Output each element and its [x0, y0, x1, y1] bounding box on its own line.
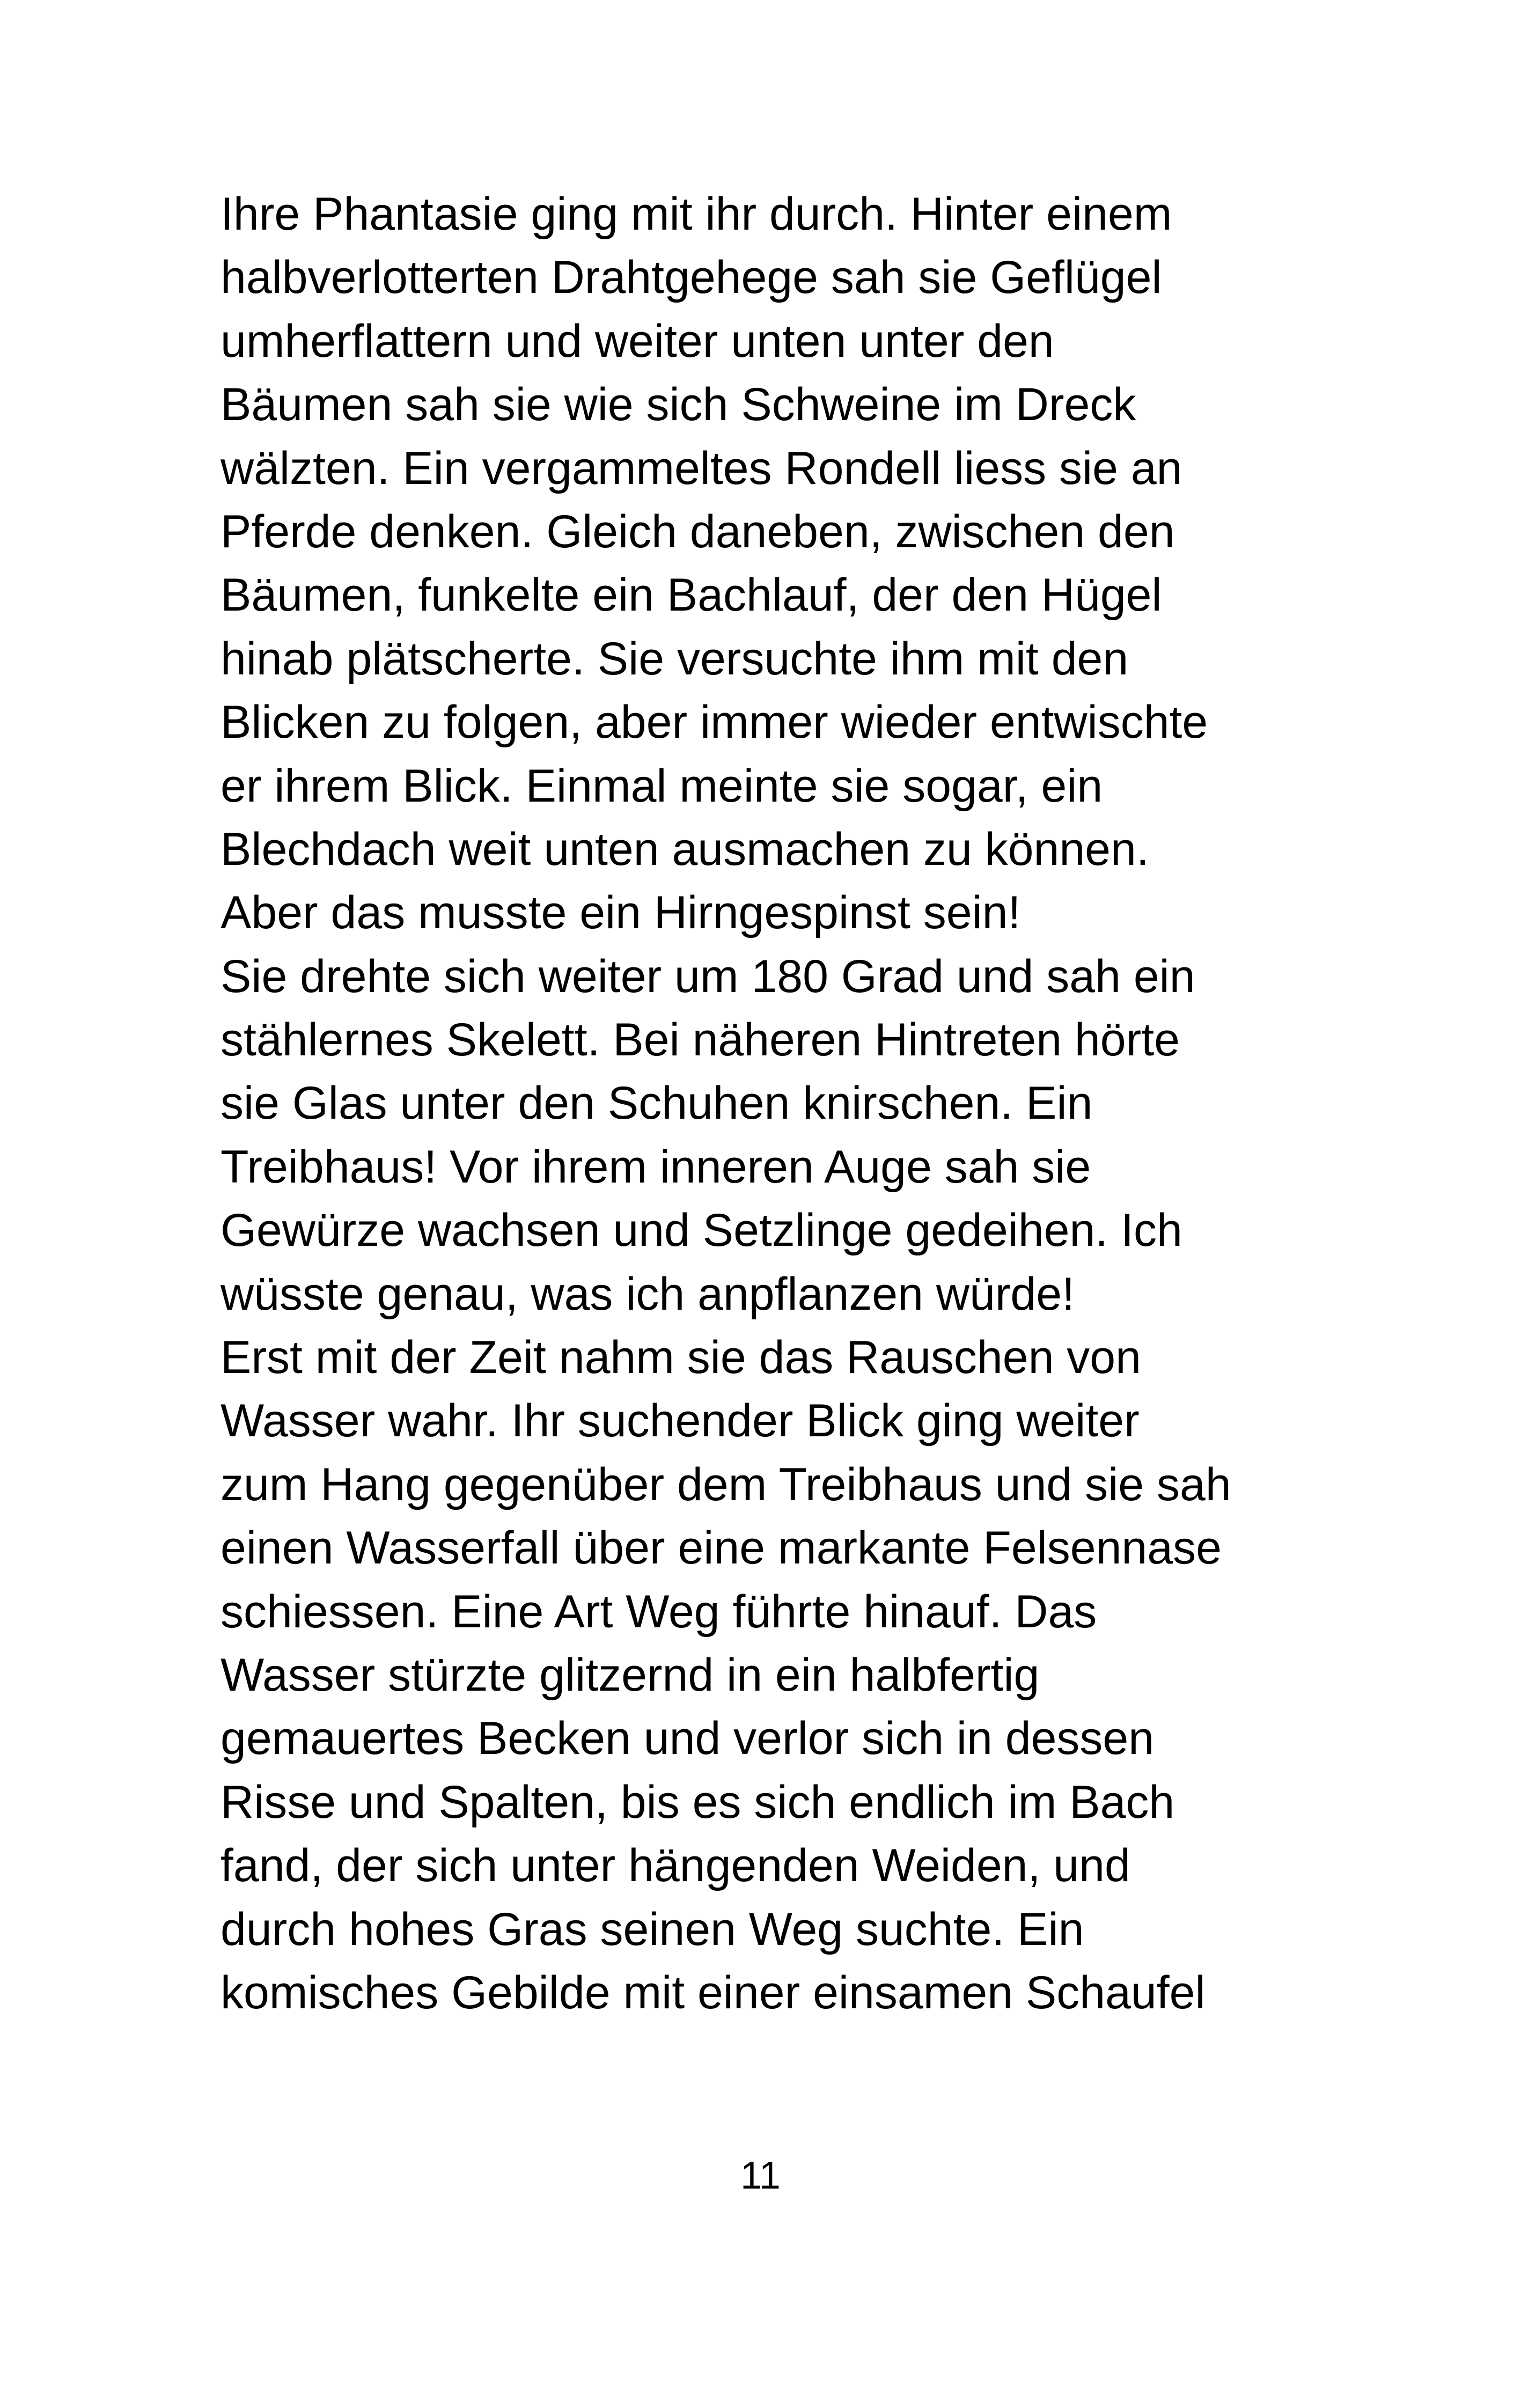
text-line: einen Wasserfall über eine markante Felsennase — [221, 1522, 1222, 1574]
text-line: sie Glas unter den Schuhen knirschen. Ein — [221, 1077, 1093, 1129]
text-line: Risse und Spalten, bis es sich endlich im Bach — [221, 1776, 1175, 1828]
text-line: schiessen. Eine Art Weg führte hinauf. Das — [221, 1585, 1097, 1638]
text-line: Aber das musste ein Hirngespinst sein! — [221, 887, 1021, 939]
text-line: stählernes Skelett. Bei näheren Hintreten hörte — [221, 1014, 1180, 1066]
text-line: gemauertes Becken und verlor sich in dessen — [221, 1713, 1155, 1765]
text-line: Ihre Phantasie ging mit ihr durch. Hinter einem — [221, 188, 1172, 240]
text-line: Sie drehte sich weiter um 180 Grad und sah ein — [221, 950, 1195, 1002]
text-line: er ihrem Blick. Einmal meinte sie sogar, ein — [221, 760, 1103, 812]
text-line: durch hohes Gras seinen Weg suchte. Ein — [221, 1903, 1084, 1955]
text-line: wälzten. Ein vergammeltes Rondell liess sie an — [221, 442, 1182, 494]
text-line: Pferde denken. Gleich daneben, zwischen den — [221, 505, 1175, 557]
text-line: wüsste genau, was ich anpflanzen würde! — [221, 1268, 1075, 1320]
text-line: umherflattern und weiter unten unter den — [221, 315, 1054, 367]
text-line: hinab plätscherte. Sie versuchte ihm mit den — [221, 633, 1129, 685]
text-line: Gewürze wachsen und Setzlinge gedeihen. Ich — [221, 1205, 1182, 1257]
text-line: zum Hang gegenüber dem Treibhaus und sie sah — [221, 1458, 1231, 1510]
text-line: Bäumen sah sie wie sich Schweine im Dreck — [221, 379, 1136, 431]
text-line: komisches Gebilde mit einer einsamen Schaufel — [221, 1966, 1206, 2018]
text-line: Erst mit der Zeit nahm sie das Rauschen von — [221, 1332, 1141, 1384]
body-text — [221, 182, 1347, 2024]
text-line: Blechdach weit unten ausmachen zu können. — [221, 823, 1149, 875]
text-line: Wasser wahr. Ihr suchender Blick ging weiter — [221, 1395, 1140, 1447]
page-number: 11 — [740, 2154, 781, 2197]
text-line: fand, der sich unter hängenden Weiden, und — [221, 1840, 1130, 1892]
text-line: Bäumen, funkelte ein Bachlauf, der den Hügel — [221, 569, 1162, 621]
text-line: Treibhaus! Vor ihrem inneren Auge sah sie — [221, 1141, 1091, 1193]
text-line: Wasser stürzte glitzernd in ein halbfertig — [221, 1649, 1040, 1701]
text-line: Blicken zu folgen, aber immer wieder entwischte — [221, 696, 1208, 748]
text-line: halbverlotterten Drahtgehege sah sie Geflügel — [221, 252, 1162, 304]
